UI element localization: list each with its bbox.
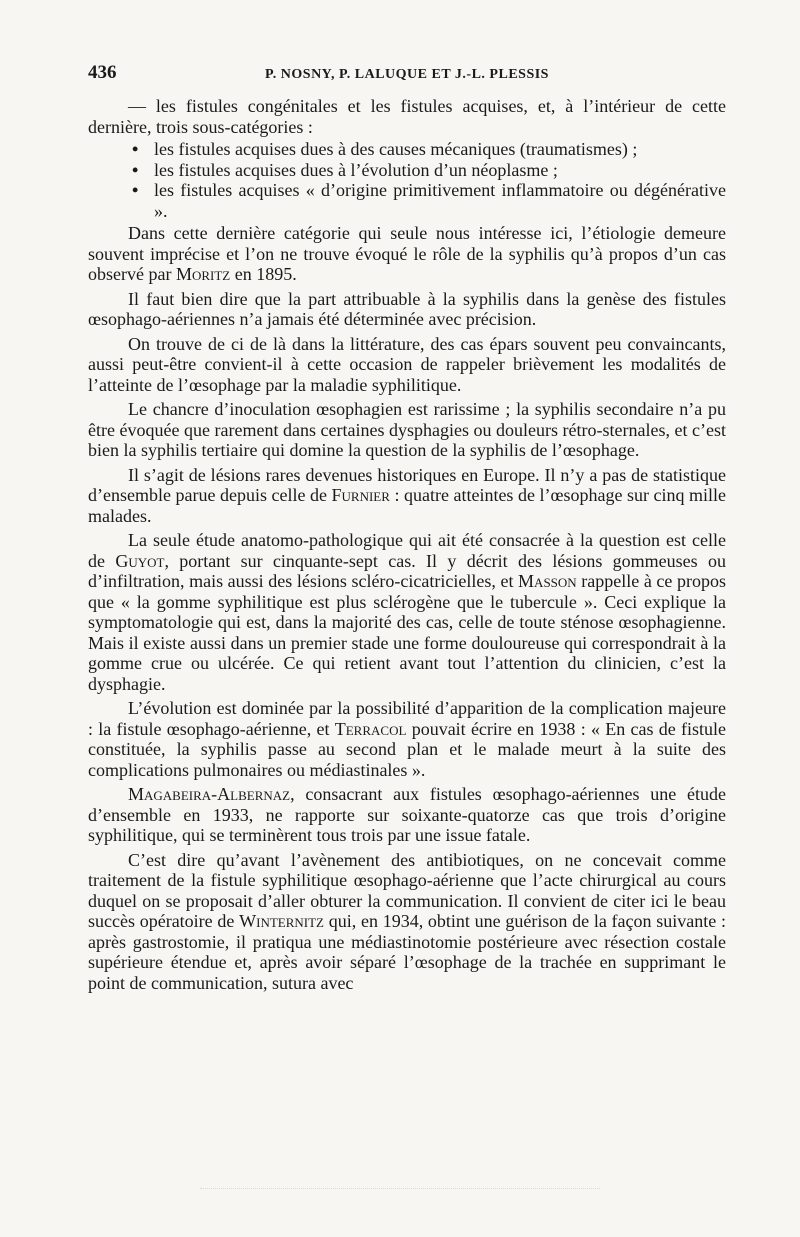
page <box>88 62 726 993</box>
paragraph: Dans cette dernière catégorie qui seule nous intéresse ici, l’étiologie demeure souvent imprécise et l’on ne trouve évoqué le rôle de la syphilis qu’à propos d’un cas observé par Moritz en 1895. <box>88 223 726 284</box>
paragraph: On trouve de ci de là dans la littérature, des cas épars souvent peu convaincants, aussi peut-être convient-il à cette occasion de rappeler brièvement les modalités de l’atteinte de l’œsophage par la maladie syphilitique. <box>88 333 726 395</box>
list-item: • les fistules acquises « d’origine primitivement inflammatoire ou dégénérative ». <box>132 180 726 221</box>
paragraph: C’est dire qu’avant l’avènement des antibiotiques, on ne concevait comme traitement de la fistule syphilitique œsophago-aérienne que l’acte chirurgical au cours duquel on se proposait d’aller obturer la communication. Il convient de citer ici le beau succès opératoire de Winternitz qui, en 1934, obtint une guérison de la façon suivante : après gastrostomie, il pratiqua une médiastinotomie postérieure avec résection costale supérieure étendue et, après avoir séparé l’œsophage de la trachée en supprimant le point de communication, sutura avec <box>88 849 726 993</box>
paragraph: Magabeira-Albernaz, consacrant aux fistules œsophago-aériennes une étude d’ensemble en 1933, ne rapporte sur soixante-quatorze cas que trois d’origine syphilitique, qui se terminèrent tous trois par une issue fatale. <box>88 784 726 845</box>
paragraph: Il faut bien dire que la part attribuable à la syphilis dans la genèse des fistules œsophago-aériennes n’a jamais été déterminée avec précision. <box>88 288 726 329</box>
subcategory-list <box>88 139 726 221</box>
list-item: • les fistules acquises dues à des causes mécaniques (traumatismes) ; <box>132 139 638 159</box>
author-name: Furnier <box>331 485 390 505</box>
list-item: • les fistules acquises dues à l’évolution d’un néoplasme ; <box>132 159 558 180</box>
page-number: 436 <box>88 62 117 83</box>
author-name: Moritz <box>175 264 231 284</box>
author-name: Terracol <box>334 718 407 739</box>
intro-paragraph: — les fistules congénitales et les fistules acquises, et, à l’intérieur de cette dernière, trois sous-catégories : <box>88 96 726 137</box>
body-text <box>88 96 726 993</box>
paragraph: Il s’agit de lésions rares devenues historiques en Europe. Il n’y a pas de statistique d’ensemble parue depuis celle de Furnier : quatre atteintes de l’œsophage sur cinq mille malades. <box>88 464 726 526</box>
paragraph: L’évolution est dominée par la possibilité d’apparition de la complication majeure : la fistule œsophago-aérienne, et Terracol pouvait écrire en 1938 : « En cas de fistule constituée, la syphilis passe au second plan et le malade meurt à la suite des complications pulmonaires ou médiastinales ». <box>88 698 726 780</box>
author-name: Masson <box>518 571 577 591</box>
paragraph: Le chancre d’inoculation œsophagien est rarissime ; la syphilis secondaire n’a pu être évoquée que rarement dans certaines dysphagies ou douleurs rétro-sternales, et c’est bien la syphilis tertiaire qui domine la question de la syphilis de l’œsophage. <box>88 399 726 460</box>
author-name: Magabeira-Albernaz <box>128 784 291 804</box>
author-name: Winternitz <box>239 911 324 931</box>
running-head: P. NOSNY, P. LALUQUE ET J.-L. PLESSIS <box>265 67 549 82</box>
bullet-icon: • <box>132 159 139 180</box>
author-name: Guyot <box>115 550 165 571</box>
paragraph: La seule étude anatomo-pathologique qui ait été consacrée à la question est celle de Guyot, portant sur cinquante-sept cas. Il y décrit des lésions gommeuses ou d’infiltration, mais aussi des lésions scléro-cicatricielles, et Masson rappelle à ce propos que « la gomme syphilitique est plus sclérogène que le tubercule ». Ceci explique la symptomatologie qui est, dans la majorité des cas, celle de toute sténose œsophagienne. Mais il existe aussi dans un premier stade une forme douloureuse qui correspondrait à la gomme crue ou ulcérée. Ce qui retient avant tout l’attention du clinicien, c’est la dysphagie. <box>88 530 726 694</box>
bullet-icon: • <box>132 139 139 159</box>
bullet-icon: • <box>132 180 139 200</box>
page-header <box>88 62 726 90</box>
scan-artifact <box>200 1188 600 1199</box>
